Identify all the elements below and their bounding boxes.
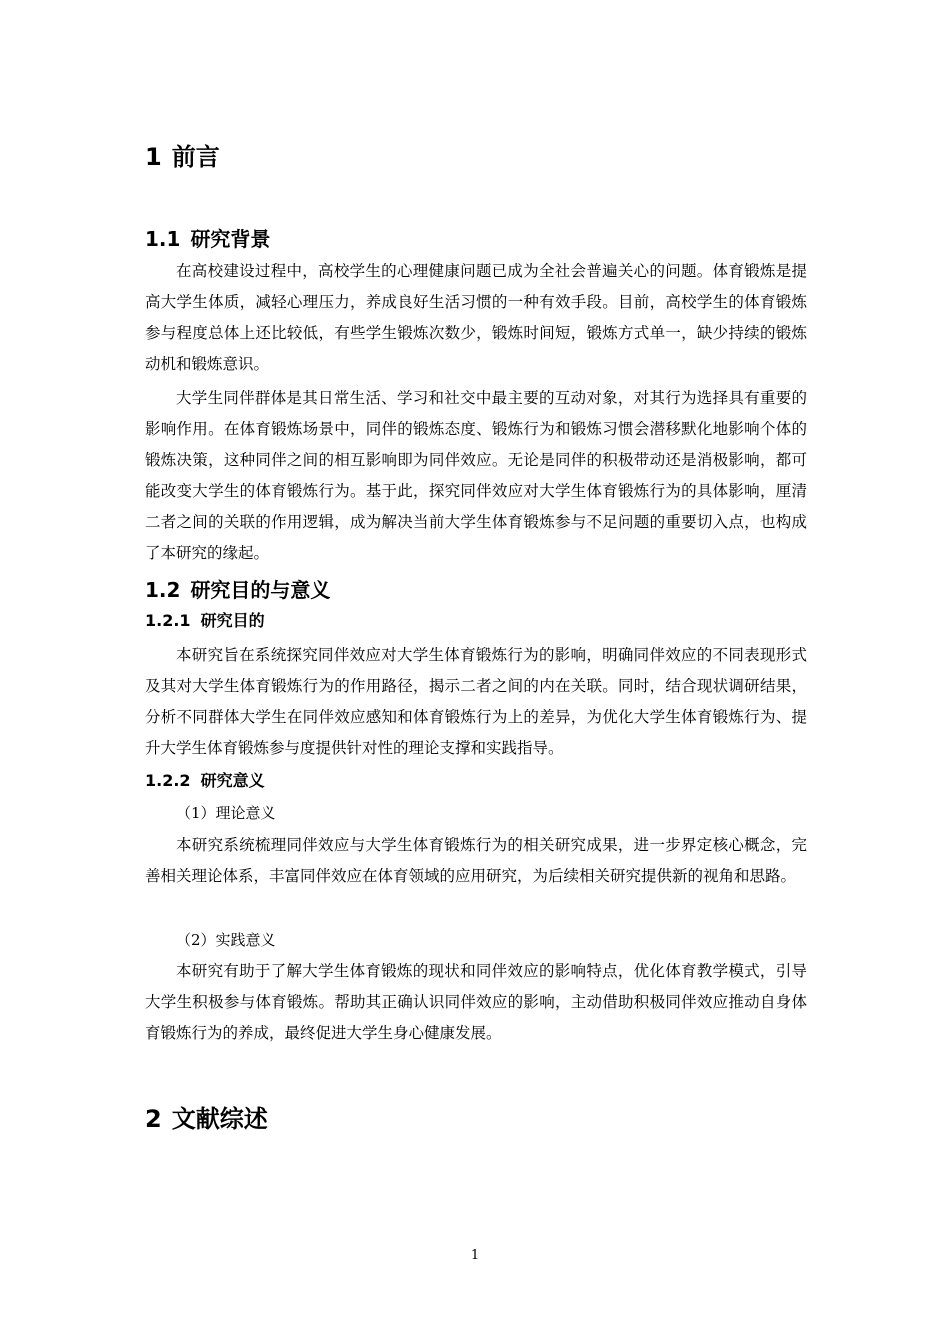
section-number: 1.2.1 bbox=[145, 611, 191, 630]
background-paragraph-1: 在高校建设过程中，高校学生的心理健康问题已成为全社会普遍关心的问题。体育锻炼是提高大学生体质，减轻心理压力，养成良好生活习惯的一种有效手段。目前，高校学生的体育锻炼参与程度总体上还比较低，有些学生锻炼次数少，锻炼时间短，锻炼方式单一，缺少持续的锻炼动机和锻炼意识。 bbox=[145, 262, 807, 373]
section-heading-1-1 bbox=[145, 226, 807, 252]
theoretical-paragraph: 本研究系统梳理同伴效应与大学生体育锻炼行为的相关研究成果，进一步界定核心概念，完善相关理论体系，丰富同伴效应在体育领域的应用研究，为后续相关研究提供新的视角和思路。 bbox=[145, 836, 807, 885]
section-number: 1.2.2 bbox=[145, 771, 191, 790]
section-number: 1 bbox=[145, 143, 162, 171]
section-heading-1-2 bbox=[145, 577, 807, 603]
subheading-theoretical: （1）理论意义 bbox=[176, 804, 276, 822]
section-heading-1-2-1 bbox=[145, 610, 807, 632]
section-title: 文献综述 bbox=[171, 1105, 268, 1133]
section-title: 研究意义 bbox=[200, 771, 265, 790]
practical-paragraph: 本研究有助于了解大学生体育锻炼的现状和同伴效应的影响特点，优化体育教学模式，引导大学生积极参与体育锻炼。帮助其正确认识同伴效应的影响，主动借助积极同伴效应推动自身体育锻炼行为的养成，最终促进大学生身心健康发展。 bbox=[145, 962, 807, 1042]
section-number: 1.2 bbox=[145, 578, 181, 602]
section-heading-2 bbox=[145, 1104, 807, 1134]
background-paragraph-2: 大学生同伴群体是其日常生活、学习和社交中最主要的互动对象，对其行为选择具有重要的影响作用。在体育锻炼场景中，同伴的锻炼态度、锻炼行为和锻炼习惯会潜移默化地影响个体的锻炼决策，这种同伴之间的相互影响即为同伴效应。无论是同伴的积极带动还是消极影响，都可能改变大学生的体育锻炼行为。基于此，探究同伴效应对大学生体育锻炼行为的具体影响，厘清二者之间的关联的作用逻辑，成为解决当前大学生体育锻炼参与不足问题的重要切入点，也构成了本研究的缘起。 bbox=[145, 389, 807, 562]
section-number: 1.1 bbox=[145, 227, 181, 251]
section-title: 前言 bbox=[171, 143, 220, 171]
section-title: 研究背景 bbox=[190, 227, 271, 251]
section-title: 研究目的 bbox=[200, 611, 265, 630]
section-number: 2 bbox=[145, 1105, 162, 1133]
subheading-practical: （2）实践意义 bbox=[176, 931, 276, 949]
section-heading-1 bbox=[145, 142, 807, 172]
section-heading-1-2-2 bbox=[145, 770, 807, 792]
section-title: 研究目的与意义 bbox=[190, 578, 331, 602]
purpose-paragraph: 本研究旨在系统探究同伴效应对大学生体育锻炼行为的影响，明确同伴效应的不同表现形式及其对大学生体育锻炼行为的作用路径，揭示二者之间的内在关联。同时，结合现状调研结果，分析不同群体大学生在同伴效应感知和体育锻炼行为上的差异，为优化大学生体育锻炼行为、提升大学生体育锻炼参与度提供针对性的理论支撑和实践指导。 bbox=[145, 646, 807, 757]
page-number: 1 bbox=[470, 1248, 480, 1263]
